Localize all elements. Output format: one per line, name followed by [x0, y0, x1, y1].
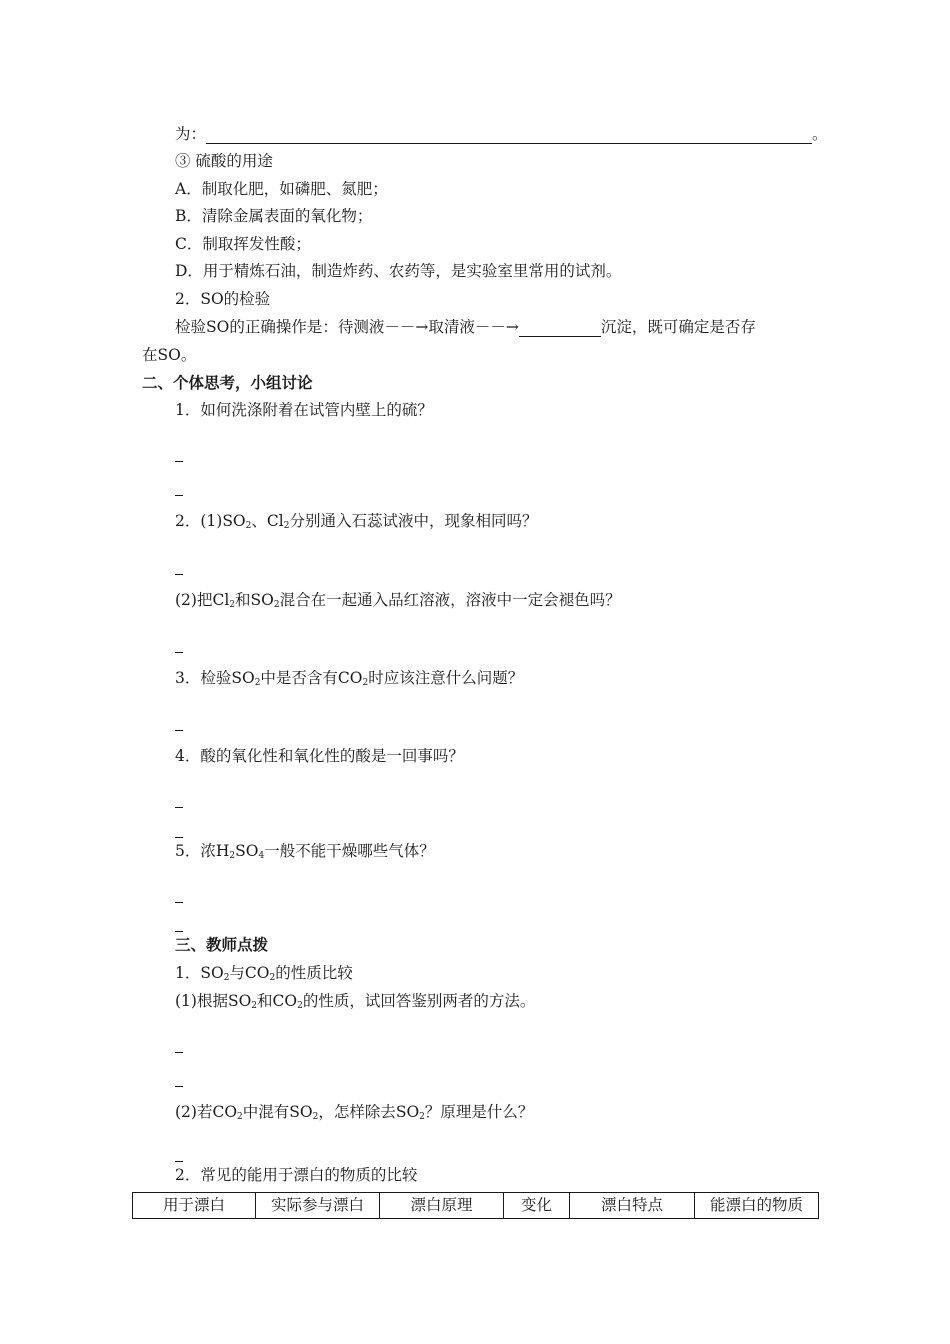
- answer-blank[interactable]: [175, 1161, 183, 1162]
- answer-blank[interactable]: [175, 1086, 183, 1087]
- question-5: 5．浓$H_2SO_4$一般不能干燥哪些气体？: [175, 842, 435, 861]
- table-header-cell: 实际参与漂白: [256, 1193, 380, 1219]
- table-header-cell: 能漂白的物质: [695, 1193, 819, 1219]
- question-4: 4．酸的氧化性和氧化性的酸是一回事吗？: [175, 747, 464, 765]
- answer-blank[interactable]: [175, 837, 183, 838]
- topic-1b: (2)若$CO_2$中混有$SO_2$，怎样除去$SO_2$？原理是什么？: [175, 1103, 534, 1122]
- table-header-cell: 漂白原理: [380, 1193, 504, 1219]
- bleach-comparison-table: [132, 1192, 819, 1219]
- table-header-cell: 漂白特点: [570, 1193, 695, 1219]
- topic-1a: (1)根据$SO_2$和$CO_2$的性质，试回答鉴别两者的方法。: [175, 992, 536, 1011]
- answer-blank[interactable]: [175, 1052, 183, 1053]
- table-header-row: [133, 1193, 819, 1219]
- answer-line-1: 为： 。: [175, 125, 828, 143]
- answer-blank[interactable]: [175, 461, 183, 462]
- section3-heading: 三、教师点拨: [175, 936, 269, 954]
- answer-blank[interactable]: [175, 730, 183, 731]
- question-3: 3．检验$SO_2$中是否含有$CO_2$时应该注意什么问题？: [175, 669, 524, 688]
- uses-title: ③ 硫酸的用途: [175, 152, 273, 170]
- answer-blank[interactable]: [175, 807, 183, 808]
- question-2b: (2)把$Cl_2$和$SO_2$混合在一起通入品红溶液，溶液中一定会褪色吗？: [175, 591, 621, 610]
- table-header-cell: 变化: [504, 1193, 570, 1219]
- answer-blank[interactable]: [175, 931, 183, 932]
- test-line-b: 在SO。: [142, 346, 197, 364]
- uses-item-c: C．制取挥发性酸；: [175, 235, 311, 253]
- answer-blank[interactable]: [175, 652, 183, 653]
- uses-item-b: B．清除金属表面的氧化物；: [175, 207, 373, 225]
- table-header-cell: 用于漂白: [133, 1193, 256, 1219]
- topic-2: 2．常见的能用于漂白的物质的比较: [175, 1166, 418, 1184]
- test-title: 2．SO的检验: [175, 290, 271, 308]
- answer-blank[interactable]: [175, 574, 183, 575]
- topic-1: 1．$SO_2$与$CO_2$的性质比较: [175, 964, 353, 983]
- fill-blank[interactable]: [519, 320, 601, 337]
- answer-blank[interactable]: [175, 902, 183, 903]
- section2-heading: 二、个体思考，小组讨论: [142, 374, 313, 392]
- question-2a: 2．$(1)SO_2$、$Cl_2$分别通入石蕊试液中，现象相同吗？: [175, 512, 538, 531]
- answer-blank[interactable]: [175, 495, 183, 496]
- fill-blank[interactable]: [206, 129, 812, 144]
- uses-item-d: D．用于精炼石油，制造炸药、农药等，是实验室里常用的试剂。: [175, 262, 622, 280]
- uses-item-a: A．制取化肥，如磷肥、氮肥；: [175, 180, 388, 198]
- test-line-a: 检验SO的正确操作是：待测液－－→取清液－－→ 沉淀，既可确定是否存: [175, 318, 756, 336]
- question-1: 1．如何洗涤附着在试管内壁上的硫？: [175, 401, 433, 419]
